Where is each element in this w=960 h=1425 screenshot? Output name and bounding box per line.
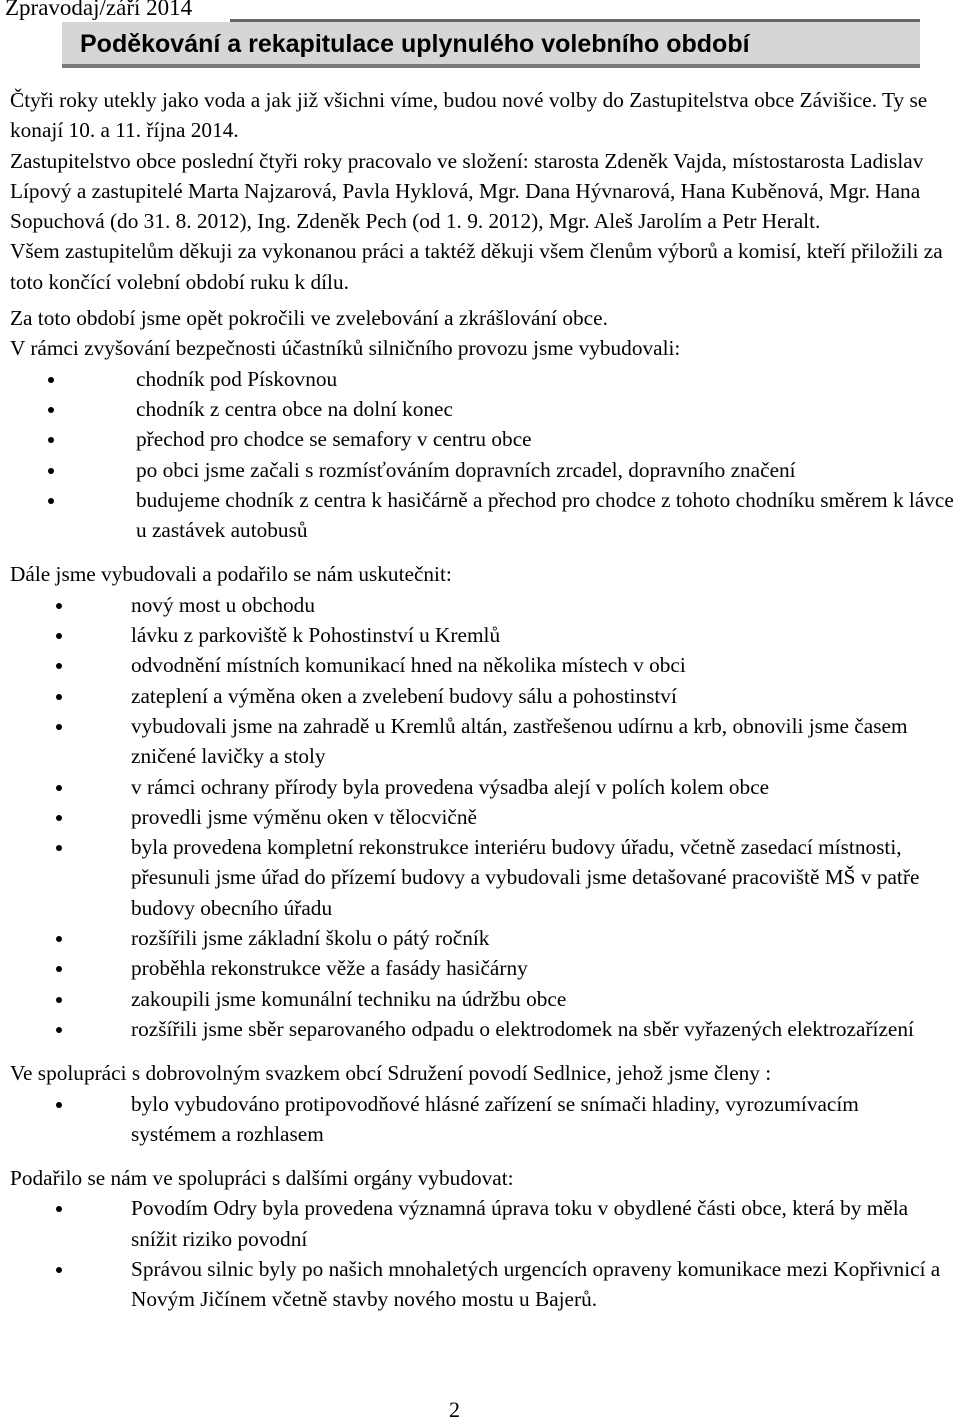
list-item: budujeme chodník z centra k hasičárně a přechod pro chodce z tohoto chodníku směrem k lávce u zastávek autobusů xyxy=(10,485,955,546)
article-body xyxy=(10,85,955,1315)
list-item: chodník z centra obce na dolní konec xyxy=(10,394,955,424)
running-title: Zpravodaj/září 2014 xyxy=(5,0,193,20)
safety-lead: V rámci zvyšování bezpečnosti účastníků silničního provozu jsme vybudovali: xyxy=(10,336,681,361)
list-item: byla provedena kompletní rekonstrukce interiéru budovy úřadu, včetně zasedací místnosti, přesunuli jsme úřad do přízemí budovy a vybudovali jsme detašované pracoviště MŠ v patře budovy obecního úřadu xyxy=(10,832,955,923)
list-item: přechod pro chodce se semafory v centru obce xyxy=(10,424,955,454)
list-item: bylo vybudováno protipovodňové hlásné zařízení se snímači hladiny, vyrozumívacím systémem a rozhlasem xyxy=(10,1089,955,1150)
list-item: nový most u obchodu xyxy=(10,590,955,620)
intro-paragraph: Zastupitelstvo obce poslední čtyři roky pracovalo ve složení: starosta Zdeněk Vajda, místostarosta Ladislav Lípový a zastupitelé Marta Najzarová, Pavla Hyklová, Mgr. Dana Hývnarová, Hana Kuběnová, Mgr. Hana Sopuchová (do 31. 8. 2012), Ing. Zdeněk Pech (od 1. 9. 2012), Mgr. Aleš Jarolím a Petr Heralt. xyxy=(10,148,924,234)
list-item: zateplení a výměna oken a zvelebení budovy sálu a pohostinství xyxy=(10,681,955,711)
list-item: Povodím Odry byla provedena významná úprava toku v obydlené části obce, která by měla snížit riziko povodní xyxy=(10,1193,955,1254)
list-item: rozšířili jsme základní školu o pátý ročník xyxy=(10,923,955,953)
list-item: po obci jsme začali s rozmísťováním dopravních zrcadel, dopravního značení xyxy=(10,455,955,485)
page-number: 2 xyxy=(449,1397,460,1422)
list-item: vybudovali jsme na zahradě u Kremlů altán, zastřešenou udírnu a krb, obnovili jsme časem zničené lavičky a stoly xyxy=(10,711,955,772)
intro-paragraph: Všem zastupitelům děkuji za vykonanou práci a taktéž děkuji všem členům výborů a komisí, kteří přiložili za toto končící volební období ruku k dílu. xyxy=(10,239,943,294)
list-item: lávku z parkoviště k Pohostinství u Kremlů xyxy=(10,620,955,650)
article-title: Poděkování a rekapitulace uplynulého volebního období xyxy=(80,30,750,58)
safety-list xyxy=(10,364,955,546)
list-item: proběhla rekonstrukce věže a fasády hasičárny xyxy=(10,953,955,983)
cooperation-lead: Ve spolupráci s dobrovolným svazkem obcí Sdružení povodí Sedlnice, jehož jsme členy : xyxy=(10,1061,772,1086)
list-item: odvodnění místních komunikací hned na několika místech v obci xyxy=(10,650,955,680)
list-item: zakoupili jsme komunální techniku na údržbu obce xyxy=(10,984,955,1014)
list-item: chodník pod Pískovnou xyxy=(10,364,955,394)
article-title-bar xyxy=(62,22,920,68)
list-item: Správou silnic byly po našich mnohaletých urgencích opraveny komunikace mezi Kopřivnicí a Novým Jičínem včetně stavby nového mostu u Bajerů. xyxy=(10,1254,955,1315)
cooperation-list xyxy=(10,1089,955,1150)
list-item: rozšířili jsme sběr separovaného odpadu o elektrodomek na sběr vyřazených elektrozařízení xyxy=(10,1014,955,1044)
other-list xyxy=(10,1193,955,1314)
built-list xyxy=(10,590,955,1044)
built-lead: Dále jsme vybudovali a podařilo se nám uskutečnit: xyxy=(10,562,452,587)
list-item: v rámci ochrany přírody byla provedena výsadba alejí v polích kolem obce xyxy=(10,772,955,802)
progress-sentence: Za toto období jsme opět pokročili ve zvelebování a zkrášlování obce. xyxy=(10,306,608,331)
other-lead: Podařilo se nám ve spolupráci s dalšími orgány vybudovat: xyxy=(10,1166,514,1191)
intro-paragraph: Čtyři roky utekly jako voda a jak již všichni víme, budou nové volby do Zastupitelstva obce Závišice. Ty se konají 10. a 11. října 2014. xyxy=(10,88,928,143)
page-header xyxy=(0,0,960,22)
list-item: provedli jsme výměnu oken v tělocvičně xyxy=(10,802,955,832)
